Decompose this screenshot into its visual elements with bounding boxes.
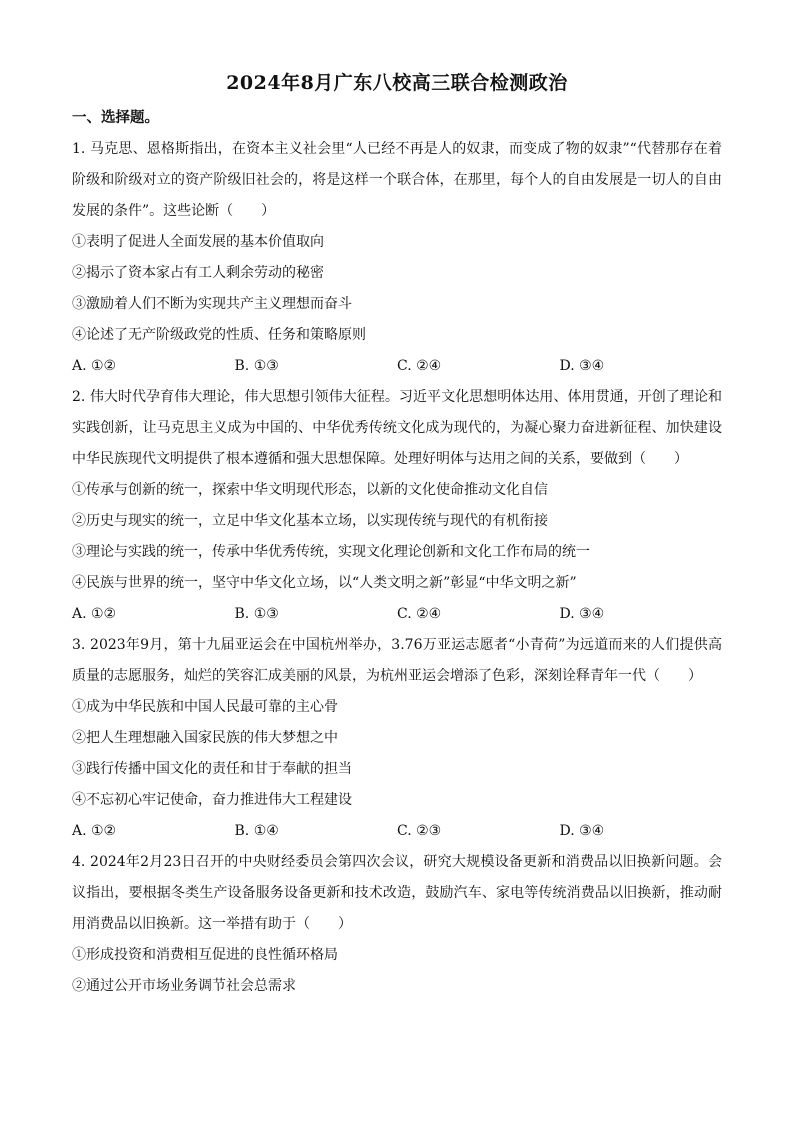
question-stem: 1. 马克思、恩格斯指出，在资本主义社会里“人已经不再是人的奴隶，而变成了物的奴隶”“代替那存在着阶级和阶级对立的资产阶级旧社会的，将是这样一个联合体，在那里，每个人的自由发展是一切人的自由发展的条件”。这些论断（ ） [72, 141, 722, 219]
answer-choice: B. ①③ [234, 606, 279, 622]
answer-choices [72, 816, 722, 847]
question-option: ④民族与世界的统一，坚守中华文化立场，以“人类文明之新”彰显“中华文明之新” [72, 575, 577, 591]
section-heading: 一、选择题。 [72, 109, 159, 126]
answer-choice: D. ③④ [559, 823, 605, 839]
answer-choice: C. ②④ [397, 606, 442, 622]
question-option: ③理论与实践的统一，传承中华优秀传统，实现文化理论创新和文化工作布局的统一 [72, 544, 590, 560]
question-option: ③践行传播中国文化的责任和甘于奉献的担当 [72, 761, 352, 777]
question-option: ②历史与现实的统一，立足中华文化基本立场，以实现传统与现代的有机衔接 [72, 513, 548, 529]
question-list [72, 134, 722, 1002]
answer-choices [72, 599, 722, 630]
answer-choice: C. ②④ [397, 358, 442, 374]
question-option: ①形成投资和消费相互促进的良性循环格局 [72, 947, 338, 963]
question-option: ①表明了促进人全面发展的基本价值取向 [72, 234, 324, 250]
answer-choice: A. ①② [72, 823, 117, 839]
answer-choice: A. ①② [72, 606, 117, 622]
question-stem: 4. 2024年2月23日召开的中央财经委员会第四次会议，研究大规模设备更新和消费品以旧换新问题。会议指出，要根据冬类生产设备服务设备更新和技术改造，鼓励汽车、家电等传统消费品以旧换新，推动耐用消费品以旧换新。这一举措有助于（ ） [72, 854, 722, 932]
question-1 [72, 134, 722, 382]
answer-choices [72, 351, 722, 382]
question-option: ②把人生理想融入国家民族的伟大梦想之中 [72, 730, 338, 746]
question-option: ②通过公开市场业务调节社会总需求 [72, 978, 296, 994]
answer-choice: D. ③④ [559, 358, 605, 374]
answer-choice: A. ①② [72, 358, 117, 374]
answer-choice: B. ①③ [234, 358, 279, 374]
answer-choice: B. ①④ [234, 823, 279, 839]
question-4 [72, 847, 722, 1002]
question-3 [72, 630, 722, 847]
question-stem: 2. 伟大时代孕育伟大理论，伟大思想引领伟大征程。习近平文化思想明体达用、体用贯通，开创了理论和实践创新，让马克思主义成为中国的、中华优秀传统文化成为现代的，为凝心聚力奋进新征程、加快建设中华民族现代文明提供了根本遵循和强大思想保障。处理好明体与达用之间的关系，要做到（ ） [72, 389, 722, 467]
question-2 [72, 382, 722, 630]
document-title: 2024年8月广东八校高三联合检测政治 [226, 72, 568, 94]
answer-choice: C. ②③ [397, 823, 442, 839]
question-option: ④不忘初心牢记使命，奋力推进伟大工程建设 [72, 792, 352, 808]
answer-choice: D. ③④ [559, 606, 605, 622]
question-option: ①成为中华民族和中国人民最可靠的主心骨 [72, 699, 338, 715]
question-option: ①传承与创新的统一，探索中华文明现代形态，以新的文化使命推动文化自信 [72, 482, 548, 498]
question-option: ③激励着人们不断为实现共产主义理想而奋斗 [72, 296, 352, 312]
question-option: ④论述了无产阶级政党的性质、任务和策略原则 [72, 327, 366, 343]
question-option: ②揭示了资本家占有工人剩余劳动的秘密 [72, 265, 324, 281]
question-stem: 3. 2023年9月，第十九届亚运会在中国杭州举办，3.76万亚运志愿者“小青荷”为远道而来的人们提供高质量的志愿服务，灿烂的笑容汇成美丽的风景，为杭州亚运会增添了色彩，深刻诠释青年一代（ ） [72, 637, 722, 684]
